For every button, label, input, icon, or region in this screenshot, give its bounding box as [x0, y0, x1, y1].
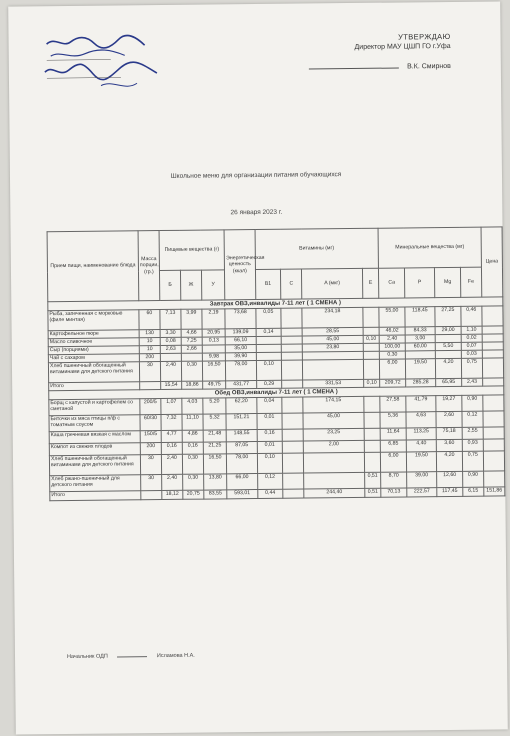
dish-name-cell: Хлеб пшеничный обогащенный витаминами для детского питания	[49, 455, 140, 476]
value-cell: 10	[139, 346, 160, 354]
value-cell	[256, 336, 282, 344]
value-cell: 30	[139, 362, 160, 382]
value-cell: 2,40	[379, 335, 405, 343]
value-cell: 2,19	[202, 309, 226, 329]
value-cell: 19,27	[436, 395, 462, 411]
value-cell: 16,50	[202, 361, 226, 381]
value-cell: 4,40	[406, 440, 436, 452]
value-cell	[364, 452, 381, 472]
value-cell	[282, 380, 303, 388]
value-cell	[482, 306, 503, 326]
header-minerals: Минеральные вещества (мг)	[378, 227, 481, 268]
value-cell: 0,90	[462, 395, 483, 411]
value-cell: 3,30	[160, 329, 181, 337]
value-cell: 60/30	[140, 415, 161, 431]
value-cell: 75,18	[436, 427, 462, 439]
value-cell	[282, 352, 303, 360]
value-cell: 0,30	[183, 474, 204, 490]
value-cell	[363, 307, 380, 327]
dish-name-cell: Чай с сахаром	[48, 354, 139, 363]
value-cell: 0,10	[363, 335, 379, 343]
value-cell: 66,00	[227, 474, 257, 490]
value-cell: 2,55	[462, 427, 483, 439]
value-cell: 0,44	[257, 489, 283, 498]
value-cell	[482, 334, 503, 342]
value-cell: 60,00	[405, 343, 435, 351]
value-cell: 113,25	[406, 428, 436, 440]
value-cell: 0,90	[462, 471, 483, 487]
value-cell	[483, 471, 504, 487]
value-cell: 4,63	[406, 412, 436, 428]
menu-table	[47, 226, 506, 501]
value-cell: 331,53	[303, 379, 364, 388]
value-cell: 0,51	[365, 488, 381, 497]
value-cell: 0,03	[461, 350, 482, 358]
value-cell: 0,16	[257, 429, 283, 441]
value-cell: 18,86	[182, 381, 203, 389]
value-cell	[435, 334, 461, 342]
value-cell	[181, 353, 202, 361]
value-cell: 11,10	[182, 414, 203, 430]
value-cell: 7,25	[181, 337, 202, 345]
value-cell: 148,55	[226, 430, 256, 442]
approval-heading: УТВЕРЖДАЮ	[398, 31, 451, 42]
value-cell: 0,07	[461, 342, 482, 350]
handwritten-signature-icon	[40, 33, 171, 104]
header-mass: Масса порции, (гр.)	[138, 231, 160, 301]
value-cell	[160, 353, 181, 361]
value-cell: 0,04	[256, 397, 282, 413]
value-cell: 100,00	[379, 343, 405, 351]
value-cell: 0,75	[462, 451, 483, 471]
value-cell	[303, 359, 364, 380]
value-cell	[283, 473, 304, 489]
value-cell	[483, 451, 504, 471]
footer-signature	[67, 653, 195, 660]
value-cell	[304, 452, 365, 473]
agreed-signature	[40, 33, 171, 104]
value-cell: 4,20	[437, 451, 463, 471]
value-cell: 60	[139, 310, 160, 330]
value-cell: 0,10	[257, 453, 283, 473]
value-cell: 27,58	[380, 396, 406, 412]
value-cell: 45,00	[302, 335, 363, 344]
footer-signature-line	[117, 656, 147, 657]
header-dish: Прием пищи, наименование блюда	[47, 231, 139, 302]
value-cell: 23,80	[302, 343, 363, 352]
value-cell: 65,95	[436, 378, 462, 386]
value-cell: 1,10	[461, 326, 482, 334]
value-cell	[282, 360, 303, 380]
value-cell	[483, 411, 504, 427]
approval-name: В.К. Смирнов	[407, 62, 451, 71]
value-cell: 11,64	[380, 428, 406, 440]
approval-position: Директор МАУ ЦШП ГО г.Уфа	[354, 42, 451, 51]
value-cell: 66,10	[225, 337, 255, 345]
header-carbs: У	[201, 270, 225, 300]
value-cell: 41,79	[406, 396, 436, 412]
value-cell: 30	[140, 455, 161, 475]
value-cell	[482, 378, 503, 386]
value-cell: 0,29	[256, 380, 282, 388]
value-cell: 78,00	[226, 361, 257, 381]
value-cell	[482, 326, 503, 334]
value-cell	[483, 439, 504, 451]
value-cell	[363, 359, 380, 379]
value-cell	[482, 342, 503, 350]
approval-block	[309, 32, 451, 73]
value-cell	[364, 428, 380, 440]
value-cell	[363, 327, 379, 335]
value-cell: 200	[139, 354, 160, 362]
value-cell	[141, 491, 162, 500]
value-cell: 5,36	[380, 412, 406, 428]
value-cell	[282, 441, 303, 453]
value-cell: 0,16	[182, 442, 203, 454]
value-cell	[281, 344, 302, 352]
value-cell: 139,09	[225, 329, 255, 337]
value-cell: 209,72	[380, 379, 406, 387]
value-cell	[482, 358, 503, 378]
value-cell: 5,20	[203, 398, 226, 414]
value-cell: 200	[140, 443, 161, 455]
header-p: P	[404, 268, 435, 298]
value-cell: 7,32	[161, 414, 182, 430]
value-cell: 39,90	[226, 353, 256, 361]
value-cell: 45,00	[303, 412, 364, 429]
value-cell: 16,50	[203, 454, 227, 474]
header-protein: Б	[159, 270, 180, 300]
dish-name-cell: Хлеб ржано-пшеничный для детского питания	[50, 475, 141, 492]
value-cell: 200/5	[140, 399, 161, 415]
value-cell: 244,40	[304, 488, 365, 498]
header-ca: Ca	[379, 268, 405, 298]
value-cell: 0,13	[202, 337, 225, 345]
dish-name-cell: Картофельное пюре	[48, 330, 139, 339]
value-cell	[282, 413, 303, 429]
value-cell: 0,12	[462, 411, 483, 427]
dish-name-cell: Борщ с капустой и картофелем со сметаной	[49, 399, 140, 416]
value-cell: 431,77	[226, 381, 256, 389]
value-cell: 19,50	[405, 359, 436, 379]
value-cell: 4,86	[182, 430, 203, 442]
value-cell: 84,33	[405, 327, 435, 335]
value-cell: 593,01	[227, 490, 257, 499]
value-cell: 3,60	[436, 439, 462, 451]
value-cell: 83,55	[204, 490, 227, 499]
value-cell: 55,00	[379, 307, 405, 327]
value-cell: 0,01	[257, 441, 283, 453]
value-cell	[283, 453, 304, 473]
value-cell: 0,30	[181, 361, 202, 381]
value-cell	[281, 308, 302, 328]
value-cell	[281, 328, 302, 336]
dish-name-cell: Хлеб пшеничный обогащенный витаминами для детского питания	[48, 362, 139, 383]
value-cell: 39,00	[406, 472, 436, 488]
header-fat: Ж	[180, 270, 201, 300]
value-cell: 2,60	[436, 411, 462, 427]
header-vitamins: Витамины (мг)	[255, 228, 379, 269]
footer-name: Исламова Н.А.	[156, 652, 195, 660]
value-cell: 35,00	[225, 345, 255, 353]
value-cell: 5,50	[435, 342, 461, 350]
value-cell: 130	[139, 330, 160, 338]
signature-line	[309, 68, 399, 70]
value-cell: 2,43	[461, 378, 482, 386]
value-cell: 3,99	[181, 309, 202, 329]
value-cell: 0,16	[161, 442, 182, 454]
value-cell	[282, 397, 303, 413]
value-cell: 18,12	[162, 490, 183, 499]
dish-name-cell: Итого	[49, 382, 140, 391]
value-cell: 23,25	[303, 428, 364, 441]
dish-name-cell: Каша гречневая вязкая с маслом	[49, 431, 140, 444]
value-cell: 117,45	[437, 487, 463, 496]
value-cell: 234,18	[302, 307, 363, 328]
value-cell	[482, 350, 503, 358]
value-cell	[140, 382, 161, 390]
value-cell: 150/5	[140, 431, 161, 443]
dish-name-cell: Рыба, запеченная с морковью (филе минтая)	[48, 310, 139, 331]
value-cell	[283, 489, 304, 498]
value-cell: 0,10	[256, 360, 282, 380]
value-cell: 0,93	[462, 439, 483, 451]
value-cell: 8,70	[381, 472, 407, 488]
dish-name-cell: Биточки из мяса птицы п/ф с томатным соусом	[49, 415, 140, 432]
value-cell: 4,03	[182, 398, 203, 414]
value-cell: 0,05	[255, 308, 281, 328]
value-cell: 0,08	[160, 337, 181, 345]
value-cell: 6,85	[380, 440, 406, 452]
value-cell: 118,45	[405, 307, 436, 327]
value-cell: 0,02	[461, 334, 482, 342]
value-cell: 20,95	[202, 329, 225, 337]
value-cell	[364, 412, 381, 428]
value-cell: 4,20	[436, 358, 462, 378]
value-cell: 0,75	[461, 358, 482, 378]
document-date: 26 января 2023 г.	[230, 208, 283, 217]
value-cell: 70,13	[381, 488, 407, 497]
value-cell: 3,00	[405, 335, 435, 343]
value-cell: 7,13	[160, 309, 181, 329]
value-cell: 0,10	[363, 379, 379, 387]
header-e: E	[362, 268, 379, 298]
document-title: Школьное меню для организации питания обучающихся	[170, 171, 342, 180]
value-cell: 9,98	[202, 353, 225, 361]
value-cell: 49,75	[203, 381, 226, 389]
value-cell: 1,07	[161, 398, 182, 414]
value-cell: 2,40	[161, 454, 182, 474]
header-a: A (мкг)	[302, 268, 363, 299]
value-cell	[363, 351, 379, 359]
value-cell: 20,75	[183, 490, 204, 499]
value-cell: 0,46	[461, 306, 482, 326]
value-cell: 2,00	[303, 440, 364, 453]
value-cell: 151,21	[226, 414, 256, 430]
value-cell: 0,30	[182, 454, 203, 474]
value-cell: 4,77	[161, 430, 182, 442]
value-cell: 62,20	[226, 398, 256, 414]
value-cell: 2,66	[181, 345, 202, 353]
dish-name-cell: Сыр (порциями)	[48, 346, 139, 355]
value-cell: 21,48	[203, 430, 226, 442]
value-cell: 5,32	[203, 414, 226, 430]
value-cell	[256, 344, 282, 352]
value-cell	[483, 395, 504, 411]
value-cell: 285,28	[405, 379, 435, 387]
value-cell	[364, 396, 381, 412]
value-cell: 0,01	[257, 413, 283, 429]
value-cell: 46,02	[379, 327, 405, 335]
value-cell: 21,25	[203, 442, 226, 454]
dish-name-cell: Итого	[50, 491, 141, 501]
header-price: Цена	[481, 227, 503, 297]
section-title: Завтрак ОВЗ,инвалиды 7-11 лет ( 1 СМЕНА )	[48, 297, 503, 311]
value-cell	[483, 427, 504, 439]
value-cell	[364, 440, 380, 452]
header-b1: B1	[255, 269, 281, 299]
footer-label: Начальник ОДП	[66, 653, 108, 661]
value-cell: 19,50	[406, 452, 437, 472]
value-cell: 2,40	[160, 361, 181, 381]
value-cell: 78,00	[227, 454, 258, 474]
value-cell: 30	[141, 475, 162, 491]
value-cell: 6,00	[380, 359, 406, 379]
value-cell: 151,86	[484, 487, 505, 496]
header-mg: Mg	[435, 267, 461, 297]
value-cell: 10	[139, 338, 160, 346]
value-cell: 0,12	[257, 473, 283, 489]
document-page	[8, 1, 508, 734]
value-cell: 6,00	[381, 452, 407, 472]
value-cell: 0,14	[256, 328, 282, 336]
value-cell	[202, 345, 225, 353]
value-cell: 29,00	[435, 326, 461, 334]
value-cell	[304, 472, 365, 489]
value-cell: 15,54	[161, 381, 182, 389]
value-cell: 28,55	[302, 327, 363, 336]
value-cell: 73,68	[225, 309, 256, 329]
value-cell: 13,80	[204, 474, 227, 490]
value-cell: 174,15	[303, 396, 364, 413]
header-energy: Энергетическая ценность (ккал)	[224, 230, 255, 300]
value-cell	[363, 343, 379, 351]
value-cell	[281, 336, 302, 344]
value-cell	[282, 429, 303, 441]
header-fe: Fe	[460, 267, 481, 297]
value-cell: 0,51	[364, 472, 381, 488]
section-title: Обед ОВЗ,инвалиды 7-11 лет ( 1 СМЕНА )	[49, 386, 504, 400]
value-cell: 4,66	[181, 329, 202, 337]
value-cell: 2,63	[160, 345, 181, 353]
value-cell: 12,60	[437, 471, 463, 487]
value-cell: 2,40	[162, 474, 183, 490]
dish-name-cell: Компот из свежих плодов	[49, 443, 140, 456]
value-cell: 0,30	[380, 351, 406, 359]
header-nutrients: Пищевые вещества (г)	[159, 230, 225, 271]
dish-name-cell: Масло сливочное	[48, 338, 139, 347]
value-cell: 222,57	[407, 488, 437, 497]
value-cell	[256, 352, 282, 360]
value-cell: 6,15	[463, 487, 484, 496]
value-cell: 87,05	[227, 442, 257, 454]
value-cell	[435, 350, 461, 358]
value-cell: 27,25	[435, 306, 461, 326]
header-c: C	[281, 269, 302, 299]
